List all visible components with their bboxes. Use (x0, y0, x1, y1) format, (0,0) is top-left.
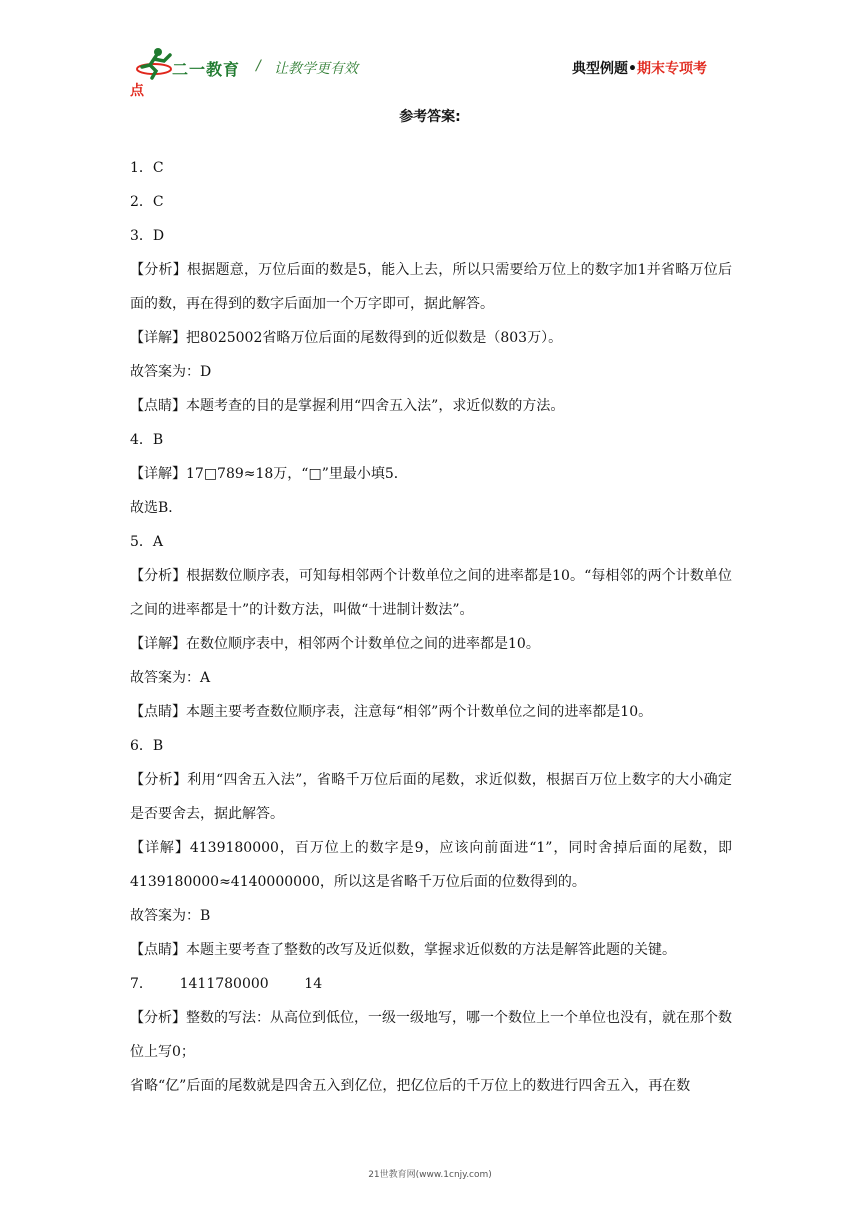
answer-5: 5．A (130, 534, 164, 550)
answer-6: 6．B (130, 738, 164, 754)
analysis-7-cont: 省略“亿”后面的尾数就是四舍五入到亿位，把亿位后的千万位上的数进行四舍五入，再在数 (130, 1078, 691, 1094)
answer-7: 7． 1411780000 14 (130, 976, 323, 992)
answer-2: 2．C (130, 194, 164, 210)
conclusion-4: 故选B． (130, 500, 183, 516)
answer-body (130, 151, 732, 1103)
brand-slogan: 让教学更有效 (274, 61, 358, 77)
conclusion-5: 故答案为：A (130, 670, 211, 686)
category-continued: 点 (130, 83, 144, 99)
detail-3: 【详解】把8025002省略万位后面的尾数得到的近似数是（803万）。 (130, 330, 563, 346)
comment-3: 【点睛】本题考查的目的是掌握利用“四舍五入法”，求近似数的方法。 (130, 398, 565, 414)
comment-5: 【点睛】本题主要考查数位顺序表，注意每“相邻”两个计数单位之间的进率都是10。 (130, 704, 653, 720)
header-category (572, 58, 707, 78)
header-separator: / (256, 58, 261, 74)
category-red: 期末专项考 (636, 61, 707, 77)
logo (136, 47, 376, 85)
detail-4: 【详解】17□789≈18万，“□”里最小填5． (130, 466, 408, 482)
detail-6: 【详解】4139180000，百万位上的数字是9，应该向前面进“1”，同时舍掉后面的尾数，即4139180000≈4140000000，所以这是省略千万位后面的位数得到的。 (130, 840, 732, 890)
page-footer: 21世教育网(www.1cnjy.com) (368, 1170, 492, 1180)
analysis-5: 【分析】根据数位顺序表，可知每相邻两个计数单位之间的进率都是10。“每相邻的两个计数单位之间的进率都是十”的计数方法，叫做“十进制计数法”。 (130, 568, 732, 618)
page-header (0, 0, 860, 110)
answer-4: 4．B (130, 432, 164, 448)
answer-3: 3．D (130, 228, 165, 244)
category-black: 典型例题• (572, 61, 637, 77)
analysis-3: 【分析】根据题意，万位后面的数是5，能入上去，所以只需要给万位上的数字加1并省略万位后面的数，再在得到的数字后面加一个万字即可，据此解答。 (130, 262, 732, 312)
conclusion-6: 故答案为：B (130, 908, 211, 924)
answer-1: 1．C (130, 160, 164, 176)
page-title: 参考答案: (399, 109, 461, 125)
brand-name: 二一教育 (172, 60, 241, 79)
analysis-7: 【分析】整数的写法：从高位到低位，一级一级地写，哪一个数位上一个单位也没有，就在那个数位上写0； (130, 1010, 732, 1060)
detail-5: 【详解】在数位顺序表中，相邻两个计数单位之间的进率都是10。 (130, 636, 540, 652)
analysis-6: 【分析】利用“四舍五入法”，省略千万位后面的尾数，求近似数，根据百万位上数字的大小确定是否要舍去，据此解答。 (130, 772, 732, 822)
runner-logo-icon (136, 47, 176, 81)
comment-6: 【点睛】本题主要考查了整数的改写及近似数，掌握求近似数的方法是解答此题的关键。 (130, 942, 676, 958)
conclusion-3: 故答案为：D (130, 364, 212, 380)
